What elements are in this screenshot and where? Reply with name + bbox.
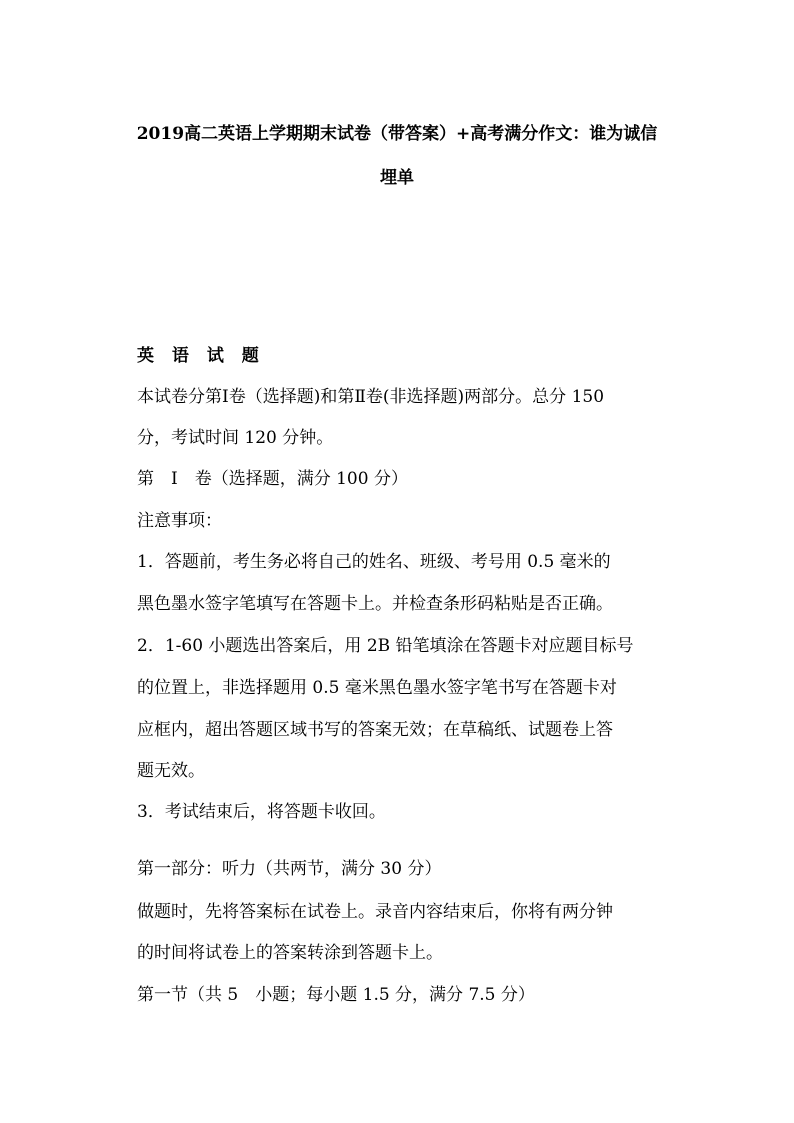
document-title-line-2: 埋单	[380, 168, 414, 188]
paragraph-line: 第一节（共 5 小题；每小题 1.5 分，满分 7.5 分）	[137, 985, 535, 1005]
paragraph-line: 本试卷分第Ⅰ卷（选择题)和第Ⅱ卷(非选择题)两部分。总分 150	[137, 387, 605, 407]
paragraph-line: 第 Ⅰ 卷（选择题，满分 100 分）	[137, 469, 408, 489]
paragraph-line: 题无效。	[137, 761, 205, 781]
paragraph-line: 的时间将试卷上的答案转涂到答题卡上。	[137, 943, 443, 963]
section-heading: 英 语 试 题	[137, 346, 265, 366]
paragraph-line: 黑色墨水签字笔填写在答题卡上。并检查条形码粘贴是否正确。	[137, 594, 613, 614]
paragraph-line: 分，考试时间 120 分钟。	[137, 428, 334, 448]
paragraph-line: 应框内，超出答题区域书写的答案无效；在草稿纸、试题卷上答	[137, 720, 613, 740]
paragraph-line: 注意事项：	[137, 511, 222, 531]
paragraph-line: 2．1-60 小题选出答案后，用 2B 铅笔填涂在答题卡对应题目标号	[137, 636, 634, 656]
paragraph-line: 3．考试结束后，将答题卡收回。	[137, 802, 386, 822]
document-title-line-1: 2019高二英语上学期期末试卷（带答案）+高考满分作文：谁为诚信	[136, 124, 658, 144]
paragraph-line: 做题时，先将答案标在试卷上。录音内容结束后，你将有两分钟	[137, 902, 613, 922]
paragraph-line: 1．答题前，考生务必将自己的姓名、班级、考号用 0.5 毫米的	[137, 552, 611, 572]
paragraph-line: 第一部分：听力（共两节，满分 30 分）	[137, 859, 442, 879]
paragraph-line: 的位置上，非选择题用 0.5 毫米黑色墨水签字笔书写在答题卡对	[137, 678, 617, 698]
